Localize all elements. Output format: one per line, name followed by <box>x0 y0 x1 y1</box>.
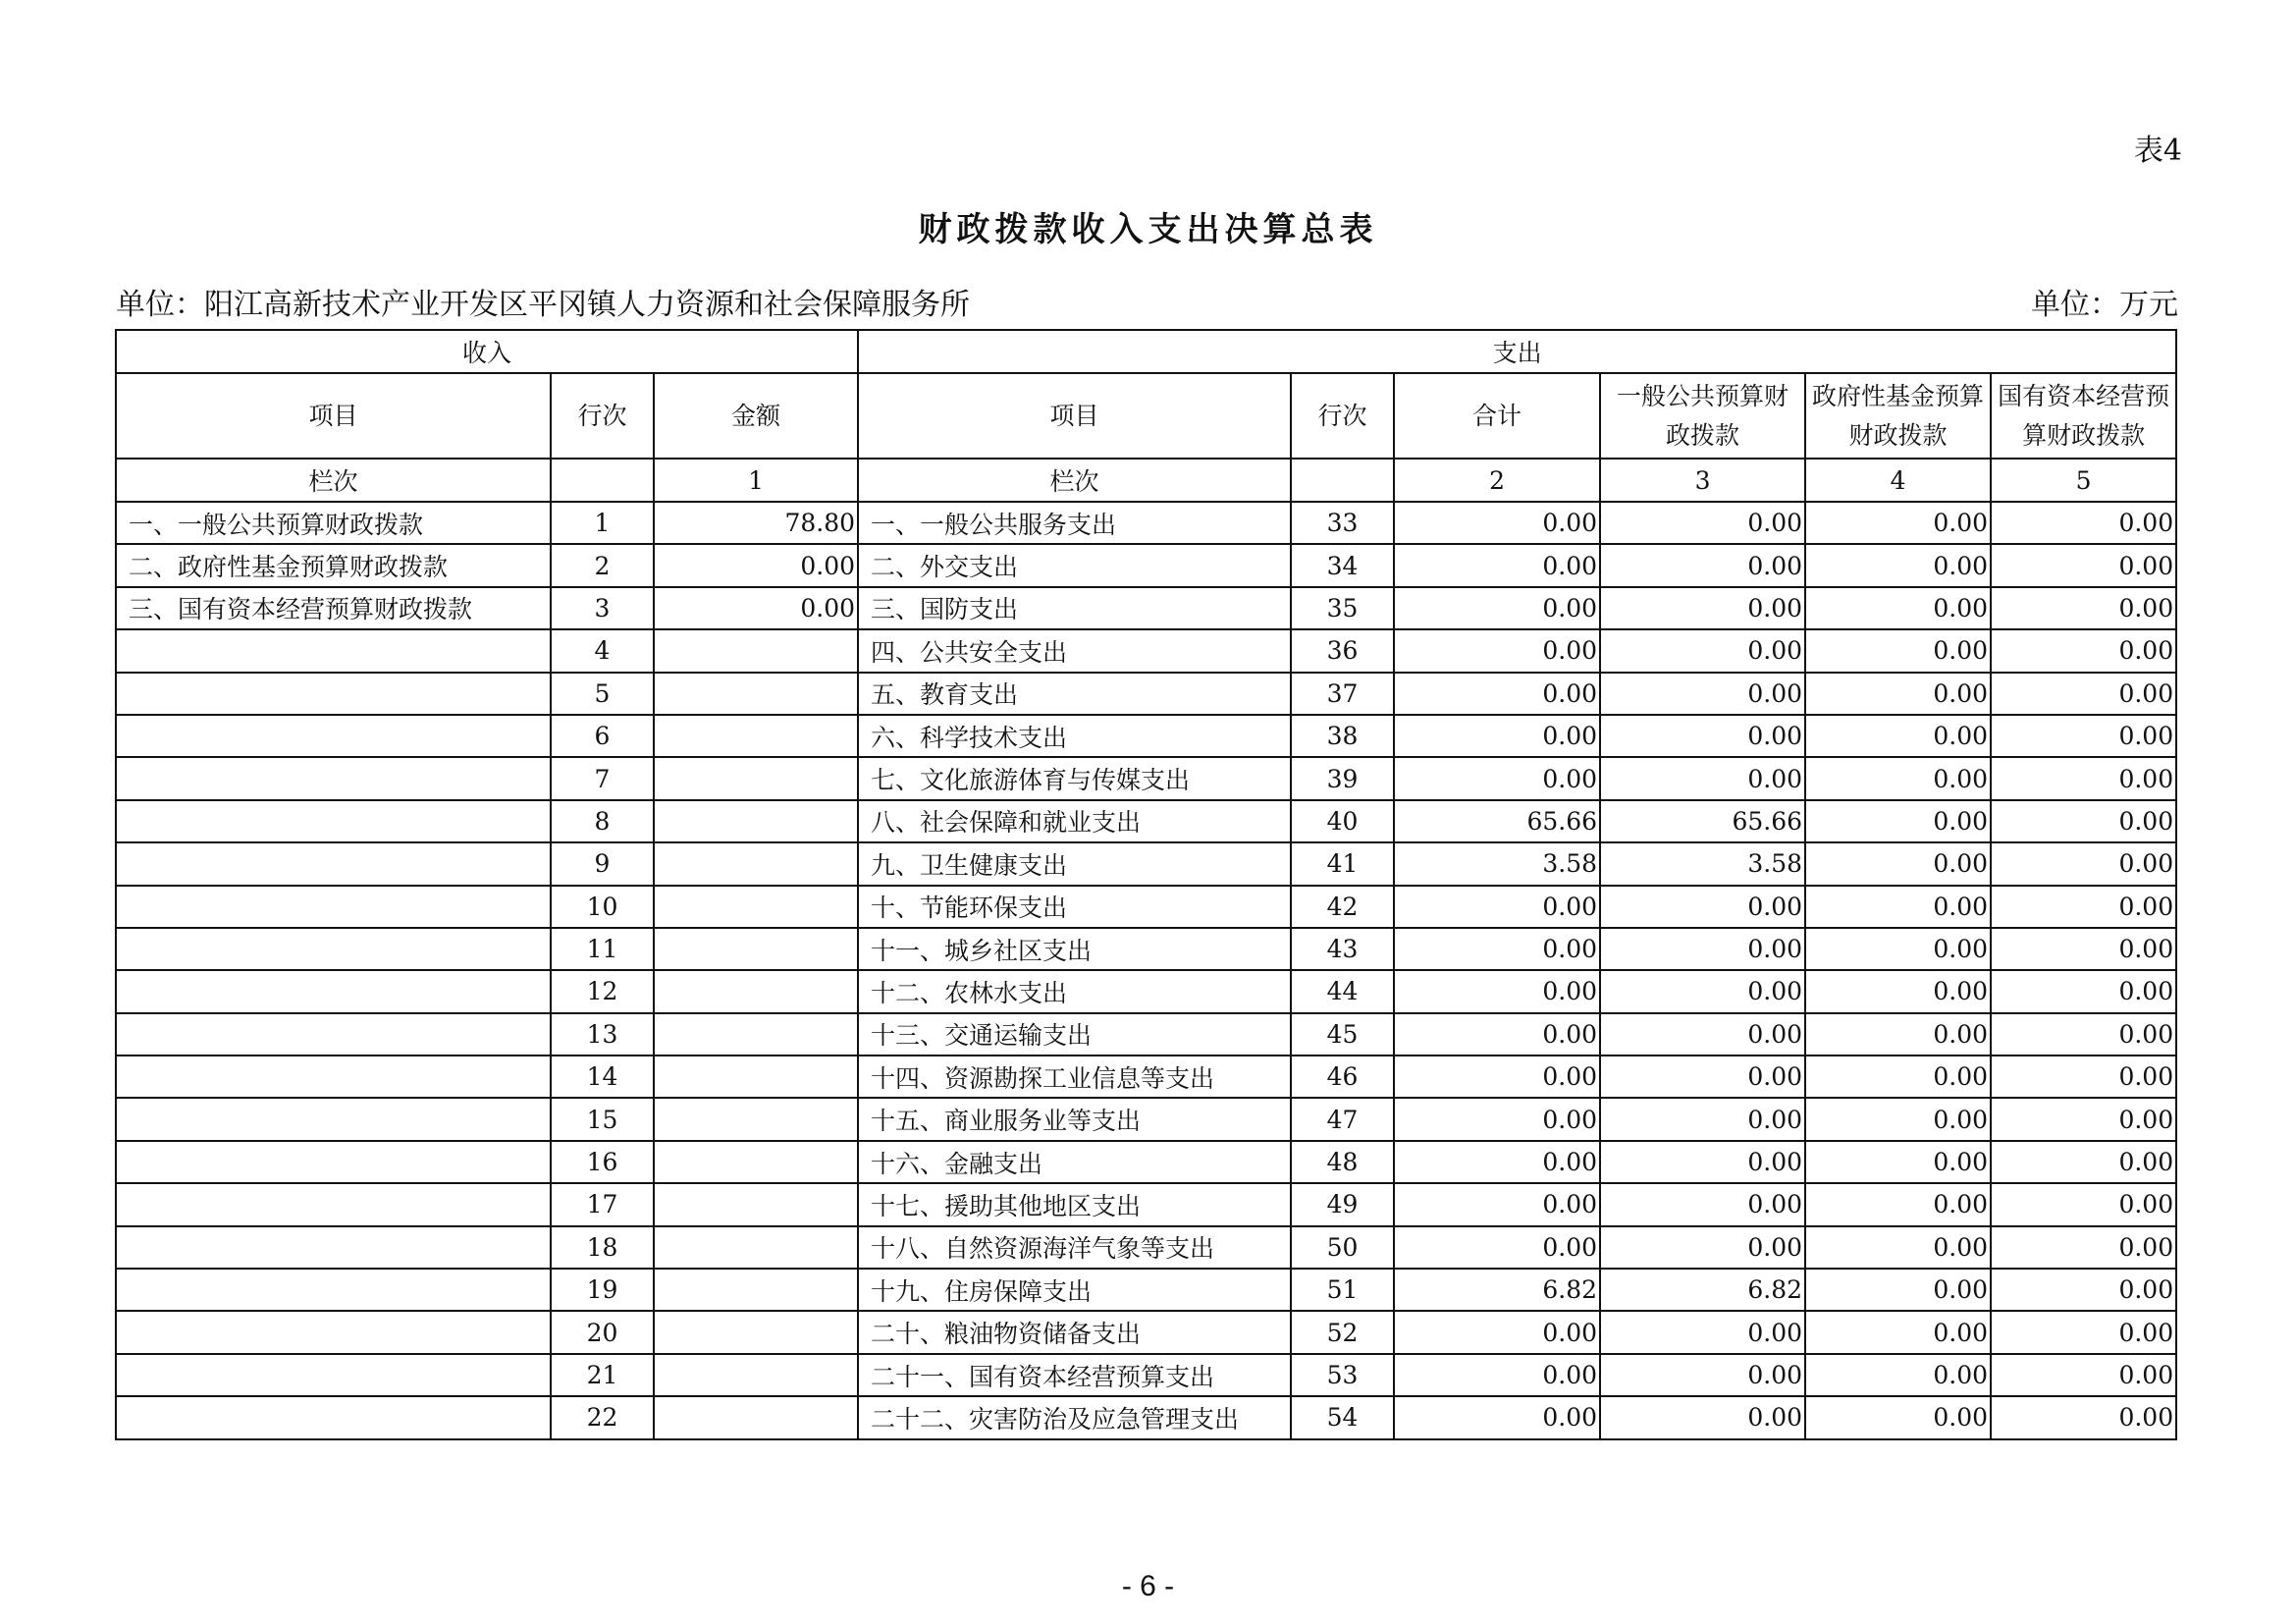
income-amount-cell: 0.00 <box>654 587 858 629</box>
expenditure-item-cell: 二十一、国有资本经营预算支出 <box>858 1354 1291 1396</box>
general-budget-cell: 0.00 <box>1600 1141 1805 1183</box>
expenditure-total-cell: 0.00 <box>1394 1311 1600 1353</box>
gov-fund-cell: 0.00 <box>1805 1354 1991 1396</box>
gov-fund-cell: 0.00 <box>1805 1141 1991 1183</box>
income-row-no-cell: 18 <box>551 1226 654 1269</box>
income-amount-cell <box>654 1141 858 1183</box>
expenditure-total-cell: 0.00 <box>1394 1098 1600 1140</box>
gov-fund-cell: 0.00 <box>1805 757 1991 799</box>
expenditure-item-cell: 十九、住房保障支出 <box>858 1269 1291 1311</box>
expenditure-row-no-cell: 53 <box>1291 1354 1394 1396</box>
general-budget-cell: 0.00 <box>1600 587 1805 629</box>
general-budget-cell: 0.00 <box>1600 1311 1805 1353</box>
expenditure-item-cell: 十三、交通运输支出 <box>858 1013 1291 1056</box>
appropriation-summary-table <box>115 329 2177 1440</box>
state-capital-cell: 0.00 <box>1991 757 2176 799</box>
gov-fund-cell: 0.00 <box>1805 970 1991 1012</box>
table-row <box>116 1311 2176 1353</box>
table-row <box>116 1269 2176 1311</box>
general-budget-cell: 6.82 <box>1600 1269 1805 1311</box>
table-row <box>116 928 2176 970</box>
general-budget-cell: 0.00 <box>1600 1183 1805 1225</box>
col-header-income-item: 项目 <box>116 373 551 459</box>
general-budget-cell: 0.00 <box>1600 1226 1805 1269</box>
state-capital-cell: 0.00 <box>1991 502 2176 544</box>
income-item-cell <box>116 1354 551 1396</box>
income-amount-cell <box>654 1183 858 1225</box>
expenditure-item-cell: 十一、城乡社区支出 <box>858 928 1291 970</box>
expenditure-total-cell: 0.00 <box>1394 1013 1600 1056</box>
general-budget-cell: 0.00 <box>1600 757 1805 799</box>
expenditure-item-cell: 五、教育支出 <box>858 673 1291 715</box>
col-header-exp-total: 合计 <box>1394 373 1600 459</box>
income-amount-cell <box>654 1396 858 1438</box>
expenditure-row-no-cell: 37 <box>1291 673 1394 715</box>
income-item-cell <box>116 1226 551 1269</box>
expenditure-item-cell: 十六、金融支出 <box>858 1141 1291 1183</box>
expenditure-row-no-cell: 42 <box>1291 886 1394 928</box>
income-item-cell <box>116 715 551 757</box>
income-item-cell <box>116 673 551 715</box>
expenditure-item-cell: 一、一般公共服务支出 <box>858 502 1291 544</box>
expenditure-total-cell: 0.00 <box>1394 544 1600 586</box>
income-row-no-cell: 17 <box>551 1183 654 1225</box>
expenditure-total-cell: 0.00 <box>1394 970 1600 1012</box>
page-number: - 6 - <box>1121 1570 1175 1602</box>
table-row <box>116 629 2176 672</box>
income-item-cell <box>116 1183 551 1225</box>
table-row <box>116 1396 2176 1438</box>
expenditure-item-cell: 六、科学技术支出 <box>858 715 1291 757</box>
income-amount-cell <box>654 715 858 757</box>
expenditure-item-cell: 二、外交支出 <box>858 544 1291 586</box>
expenditure-row-no-cell: 38 <box>1291 715 1394 757</box>
expenditure-item-cell: 二十二、灾害防治及应急管理支出 <box>858 1396 1291 1438</box>
income-amount-cell <box>654 757 858 799</box>
expenditure-item-cell: 十、节能环保支出 <box>858 886 1291 928</box>
gov-fund-cell: 0.00 <box>1805 629 1991 672</box>
expenditure-total-cell: 0.00 <box>1394 502 1600 544</box>
expenditure-row-no-cell: 36 <box>1291 629 1394 672</box>
expenditure-item-cell: 三、国防支出 <box>858 587 1291 629</box>
expenditure-total-cell: 0.00 <box>1394 1056 1600 1098</box>
expenditure-row-no-cell: 51 <box>1291 1269 1394 1311</box>
expenditure-item-cell: 八、社会保障和就业支出 <box>858 800 1291 842</box>
expenditure-total-cell: 6.82 <box>1394 1269 1600 1311</box>
expenditure-item-cell: 二十、粮油物资储备支出 <box>858 1311 1291 1353</box>
expenditure-row-no-cell: 34 <box>1291 544 1394 586</box>
income-item-cell <box>116 629 551 672</box>
income-row-no-cell: 16 <box>551 1141 654 1183</box>
index-income-amount: 1 <box>654 459 858 502</box>
table-row <box>116 673 2176 715</box>
state-capital-cell: 0.00 <box>1991 800 2176 842</box>
income-amount-cell: 78.80 <box>654 502 858 544</box>
gov-fund-cell: 0.00 <box>1805 1056 1991 1098</box>
income-group-header: 收入 <box>116 330 858 373</box>
gov-fund-cell: 0.00 <box>1805 800 1991 842</box>
gov-fund-cell: 0.00 <box>1805 1269 1991 1311</box>
expenditure-total-cell: 65.66 <box>1394 800 1600 842</box>
gov-fund-cell: 0.00 <box>1805 928 1991 970</box>
income-row-no-cell: 15 <box>551 1098 654 1140</box>
col-header-exp-general: 一般公共预算财政拨款 <box>1600 373 1805 459</box>
expenditure-total-cell: 0.00 <box>1394 757 1600 799</box>
index-exp-row-no <box>1291 459 1394 502</box>
state-capital-cell: 0.00 <box>1991 587 2176 629</box>
general-budget-cell: 0.00 <box>1600 1098 1805 1140</box>
col-header-exp-fund: 政府性基金预算财政拨款 <box>1805 373 1991 459</box>
table-row <box>116 1056 2176 1098</box>
income-row-no-cell: 10 <box>551 886 654 928</box>
expenditure-row-no-cell: 54 <box>1291 1396 1394 1438</box>
income-row-no-cell: 19 <box>551 1269 654 1311</box>
income-row-no-cell: 12 <box>551 970 654 1012</box>
index-exp-fund: 4 <box>1805 459 1991 502</box>
expenditure-item-cell: 十八、自然资源海洋气象等支出 <box>858 1226 1291 1269</box>
state-capital-cell: 0.00 <box>1991 673 2176 715</box>
reporting-unit: 单位：阳江高新技术产业开发区平冈镇人力资源和社会保障服务所 <box>116 288 970 322</box>
expenditure-row-no-cell: 49 <box>1291 1183 1394 1225</box>
general-budget-cell: 0.00 <box>1600 629 1805 672</box>
column-header-row <box>116 373 2176 459</box>
expenditure-total-cell: 0.00 <box>1394 1396 1600 1438</box>
general-budget-cell: 0.00 <box>1600 1056 1805 1098</box>
expenditure-row-no-cell: 52 <box>1291 1311 1394 1353</box>
gov-fund-cell: 0.00 <box>1805 1396 1991 1438</box>
state-capital-cell: 0.00 <box>1991 544 2176 586</box>
income-amount-cell <box>654 800 858 842</box>
income-amount-cell <box>654 886 858 928</box>
table-row <box>116 587 2176 629</box>
income-amount-cell <box>654 1226 858 1269</box>
general-budget-cell: 0.00 <box>1600 970 1805 1012</box>
expenditure-total-cell: 0.00 <box>1394 629 1600 672</box>
state-capital-cell: 0.00 <box>1991 1396 2176 1438</box>
col-header-exp-state: 国有资本经营预算财政拨款 <box>1991 373 2176 459</box>
page-title: 财政拨款收入支出决算总表 <box>918 210 1378 249</box>
income-item-cell <box>116 800 551 842</box>
income-row-no-cell: 20 <box>551 1311 654 1353</box>
income-item-cell <box>116 757 551 799</box>
general-budget-cell: 0.00 <box>1600 928 1805 970</box>
general-budget-cell: 0.00 <box>1600 715 1805 757</box>
expenditure-total-cell: 0.00 <box>1394 1141 1600 1183</box>
index-exp-item: 栏次 <box>858 459 1291 502</box>
table-row <box>116 1183 2176 1225</box>
general-budget-cell: 0.00 <box>1600 1396 1805 1438</box>
general-budget-cell: 65.66 <box>1600 800 1805 842</box>
col-header-exp-row-no: 行次 <box>1291 373 1394 459</box>
expenditure-row-no-cell: 35 <box>1291 587 1394 629</box>
table-row <box>116 1098 2176 1140</box>
income-item-cell <box>116 1098 551 1140</box>
expenditure-row-no-cell: 39 <box>1291 757 1394 799</box>
currency-unit: 单位：万元 <box>2031 288 2178 322</box>
income-amount-cell <box>654 673 858 715</box>
expenditure-row-no-cell: 46 <box>1291 1056 1394 1098</box>
general-budget-cell: 0.00 <box>1600 1354 1805 1396</box>
income-amount-cell <box>654 1013 858 1056</box>
expenditure-total-cell: 0.00 <box>1394 1354 1600 1396</box>
table-row <box>116 544 2176 586</box>
expenditure-total-cell: 0.00 <box>1394 673 1600 715</box>
expenditure-row-no-cell: 40 <box>1291 800 1394 842</box>
expenditure-row-no-cell: 47 <box>1291 1098 1394 1140</box>
expenditure-item-cell: 十七、援助其他地区支出 <box>858 1183 1291 1225</box>
gov-fund-cell: 0.00 <box>1805 502 1991 544</box>
income-item-cell <box>116 1396 551 1438</box>
expenditure-row-no-cell: 50 <box>1291 1226 1394 1269</box>
income-item-cell <box>116 1269 551 1311</box>
index-exp-general: 3 <box>1600 459 1805 502</box>
state-capital-cell: 0.00 <box>1991 1226 2176 1269</box>
index-income-row-no <box>551 459 654 502</box>
table-row <box>116 1354 2176 1396</box>
group-header-row <box>116 330 2176 373</box>
table-row <box>116 886 2176 928</box>
table-row <box>116 715 2176 757</box>
state-capital-cell: 0.00 <box>1991 928 2176 970</box>
column-index-row <box>116 459 2176 502</box>
income-row-no-cell: 4 <box>551 629 654 672</box>
state-capital-cell: 0.00 <box>1991 1269 2176 1311</box>
state-capital-cell: 0.00 <box>1991 886 2176 928</box>
expenditure-item-cell: 九、卫生健康支出 <box>858 842 1291 885</box>
col-header-income-row-no: 行次 <box>551 373 654 459</box>
state-capital-cell: 0.00 <box>1991 715 2176 757</box>
state-capital-cell: 0.00 <box>1991 1098 2176 1140</box>
state-capital-cell: 0.00 <box>1991 629 2176 672</box>
expenditure-item-cell: 七、文化旅游体育与传媒支出 <box>858 757 1291 799</box>
state-capital-cell: 0.00 <box>1991 1183 2176 1225</box>
income-item-cell <box>116 928 551 970</box>
income-item-cell <box>116 1056 551 1098</box>
table-row <box>116 1013 2176 1056</box>
income-row-no-cell: 2 <box>551 544 654 586</box>
expenditure-total-cell: 0.00 <box>1394 886 1600 928</box>
state-capital-cell: 0.00 <box>1991 970 2176 1012</box>
income-item-cell <box>116 886 551 928</box>
gov-fund-cell: 0.00 <box>1805 1098 1991 1140</box>
expenditure-row-no-cell: 48 <box>1291 1141 1394 1183</box>
income-row-no-cell: 8 <box>551 800 654 842</box>
income-row-no-cell: 3 <box>551 587 654 629</box>
income-amount-cell <box>654 842 858 885</box>
state-capital-cell: 0.00 <box>1991 1311 2176 1353</box>
col-header-exp-item: 项目 <box>858 373 1291 459</box>
expenditure-item-cell: 四、公共安全支出 <box>858 629 1291 672</box>
gov-fund-cell: 0.00 <box>1805 1311 1991 1353</box>
income-amount-cell <box>654 1311 858 1353</box>
expenditure-row-no-cell: 43 <box>1291 928 1394 970</box>
income-item-cell <box>116 1141 551 1183</box>
income-row-no-cell: 7 <box>551 757 654 799</box>
income-amount-cell <box>654 1056 858 1098</box>
expenditure-total-cell: 0.00 <box>1394 587 1600 629</box>
table-row <box>116 1226 2176 1269</box>
income-amount-cell <box>654 1354 858 1396</box>
income-item-cell: 一、一般公共预算财政拨款 <box>116 502 551 544</box>
income-row-no-cell: 6 <box>551 715 654 757</box>
expenditure-row-no-cell: 33 <box>1291 502 1394 544</box>
income-amount-cell <box>654 629 858 672</box>
income-item-cell: 三、国有资本经营预算财政拨款 <box>116 587 551 629</box>
income-amount-cell <box>654 928 858 970</box>
expenditure-total-cell: 0.00 <box>1394 1183 1600 1225</box>
income-item-cell: 二、政府性基金预算财政拨款 <box>116 544 551 586</box>
general-budget-cell: 0.00 <box>1600 1013 1805 1056</box>
income-row-no-cell: 1 <box>551 502 654 544</box>
income-row-no-cell: 11 <box>551 928 654 970</box>
index-income-item: 栏次 <box>116 459 551 502</box>
state-capital-cell: 0.00 <box>1991 1141 2176 1183</box>
income-amount-cell <box>654 1269 858 1311</box>
expenditure-row-no-cell: 41 <box>1291 842 1394 885</box>
gov-fund-cell: 0.00 <box>1805 544 1991 586</box>
income-row-no-cell: 21 <box>551 1354 654 1396</box>
income-row-no-cell: 13 <box>551 1013 654 1056</box>
general-budget-cell: 0.00 <box>1600 502 1805 544</box>
table-row <box>116 800 2176 842</box>
general-budget-cell: 0.00 <box>1600 673 1805 715</box>
gov-fund-cell: 0.00 <box>1805 1183 1991 1225</box>
state-capital-cell: 0.00 <box>1991 1056 2176 1098</box>
expenditure-item-cell: 十二、农林水支出 <box>858 970 1291 1012</box>
income-item-cell <box>116 1311 551 1353</box>
income-amount-cell: 0.00 <box>654 544 858 586</box>
gov-fund-cell: 0.00 <box>1805 587 1991 629</box>
expenditure-total-cell: 0.00 <box>1394 1226 1600 1269</box>
table-row <box>116 970 2176 1012</box>
gov-fund-cell: 0.00 <box>1805 842 1991 885</box>
income-amount-cell <box>654 970 858 1012</box>
gov-fund-cell: 0.00 <box>1805 1226 1991 1269</box>
income-row-no-cell: 5 <box>551 673 654 715</box>
income-item-cell <box>116 1013 551 1056</box>
general-budget-cell: 3.58 <box>1600 842 1805 885</box>
index-exp-total: 2 <box>1394 459 1600 502</box>
general-budget-cell: 0.00 <box>1600 886 1805 928</box>
gov-fund-cell: 0.00 <box>1805 715 1991 757</box>
income-amount-cell <box>654 1098 858 1140</box>
income-row-no-cell: 22 <box>551 1396 654 1438</box>
col-header-income-amount: 金额 <box>654 373 858 459</box>
expenditure-item-cell: 十四、资源勘探工业信息等支出 <box>858 1056 1291 1098</box>
general-budget-cell: 0.00 <box>1600 544 1805 586</box>
income-item-cell <box>116 842 551 885</box>
table-row <box>116 757 2176 799</box>
state-capital-cell: 0.00 <box>1991 1354 2176 1396</box>
table-number: 表4 <box>2133 134 2182 168</box>
gov-fund-cell: 0.00 <box>1805 886 1991 928</box>
expenditure-group-header: 支出 <box>858 330 2176 373</box>
gov-fund-cell: 0.00 <box>1805 673 1991 715</box>
expenditure-total-cell: 3.58 <box>1394 842 1600 885</box>
table-row <box>116 502 2176 544</box>
expenditure-total-cell: 0.00 <box>1394 715 1600 757</box>
expenditure-row-no-cell: 44 <box>1291 970 1394 1012</box>
table-row <box>116 842 2176 885</box>
income-row-no-cell: 14 <box>551 1056 654 1098</box>
index-exp-state: 5 <box>1991 459 2176 502</box>
income-row-no-cell: 9 <box>551 842 654 885</box>
expenditure-total-cell: 0.00 <box>1394 928 1600 970</box>
state-capital-cell: 0.00 <box>1991 842 2176 885</box>
expenditure-row-no-cell: 45 <box>1291 1013 1394 1056</box>
table-row <box>116 1141 2176 1183</box>
state-capital-cell: 0.00 <box>1991 1013 2176 1056</box>
income-item-cell <box>116 970 551 1012</box>
gov-fund-cell: 0.00 <box>1805 1013 1991 1056</box>
expenditure-item-cell: 十五、商业服务业等支出 <box>858 1098 1291 1140</box>
